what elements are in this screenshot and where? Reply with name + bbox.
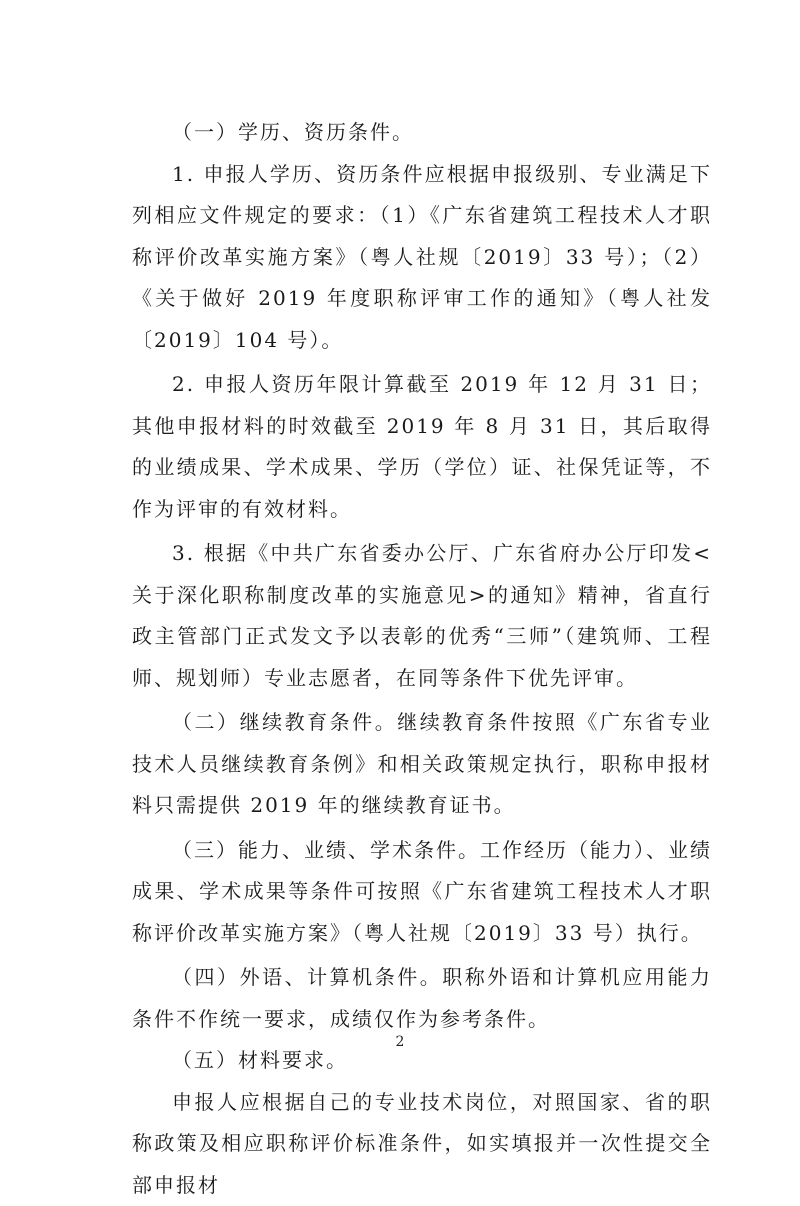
paragraph-section-5-heading: （五）材料要求。: [132, 1040, 712, 1082]
paragraph-item-2: 2. 申报人资历年限计算截至 2019 年 12 月 31 日；其他申报材料的时效截至 2019 年 8 月 31 日，其后取得的业绩成果、学术成果、学历（学位）证、社保凭证等，不作为评审的有效材料。: [132, 364, 712, 530]
paragraph-section-4: （四）外语、计算机条件。职称外语和计算机应用能力条件不作统一要求，成绩仅作为参考条件。: [132, 957, 712, 1040]
paragraph-section-2: （二）继续教育条件。继续教育条件按照《广东省专业技术人员继续教育条例》和相关政策规定执行，职称申报材料只需提供 2019 年的继续教育证书。: [132, 702, 712, 827]
paragraph-item-1: 1. 申报人学历、资历条件应根据申报级别、专业满足下列相应文件规定的要求：（1）《广东省建筑工程技术人才职称评价改革实施方案》（粤人社规〔2019〕33 号）；（2）《关于做好 2019 年度职称评审工作的通知》（粤人社发〔2019〕104 号）。: [132, 154, 712, 362]
paragraph-section-1-heading: （一）学历、资历条件。: [132, 112, 712, 154]
page-number: 2: [0, 1034, 800, 1050]
paragraph-materials: 申报人应根据自己的专业技术岗位，对照国家、省的职称政策及相应职称评价标准条件，如实填报并一次性提交全部申报材: [132, 1082, 712, 1206]
paragraph-section-3: （三）能力、业绩、学术条件。工作经历（能力）、业绩成果、学术成果等条件可按照《广东省建筑工程技术人才职称评价改革实施方案》（粤人社规〔2019〕33 号）执行。: [132, 830, 712, 955]
paragraph-item-3: 3. 根据《中共广东省委办公厅、广东省府办公厅印发<关于深化职称制度改革的实施意见>的通知》精神，省直行政主管部门正式发文予以表彰的优秀“三师”（建筑师、工程师、规划师）专业志愿者，在同等条件下优先评审。: [132, 533, 712, 699]
